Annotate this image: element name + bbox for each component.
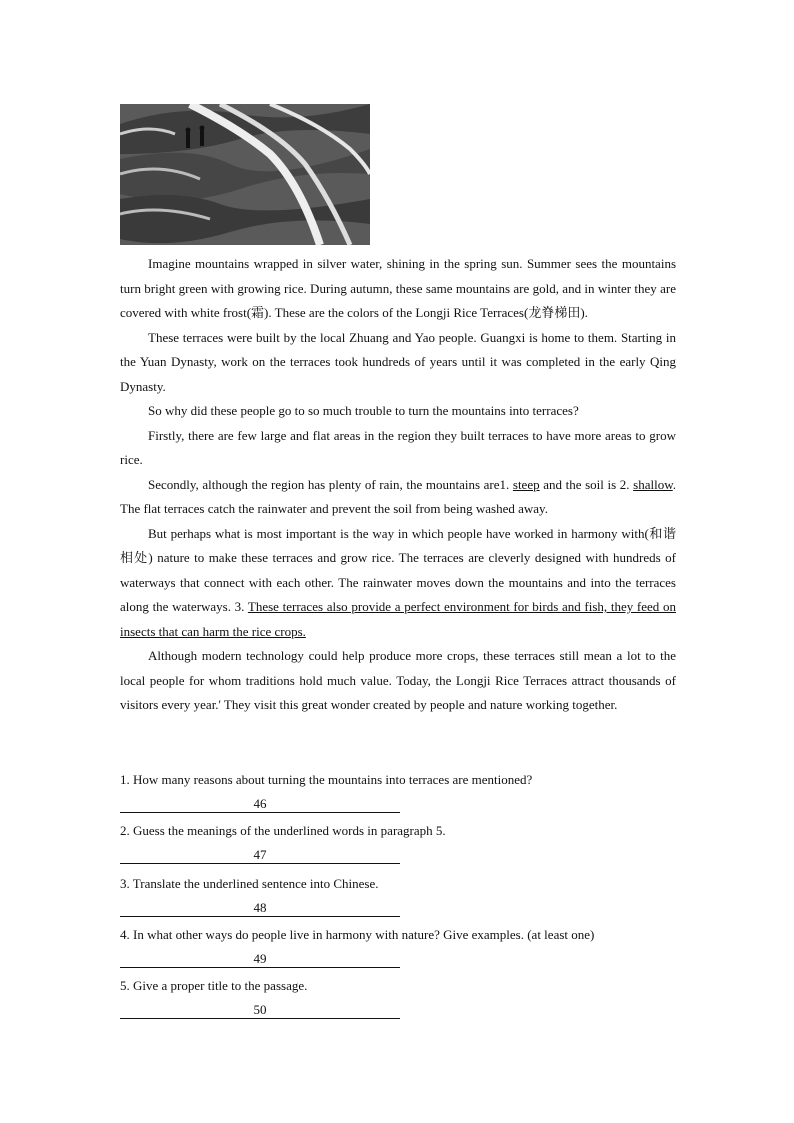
answer-blank-49[interactable]: 49 bbox=[120, 951, 400, 968]
paragraph-5 bbox=[120, 473, 676, 522]
question-3-text: 3. Translate the underlined sentence into Chinese. bbox=[120, 876, 379, 891]
paragraph-4: Firstly, there are few large and flat areas in the region they built terraces to have more areas to grow rice. bbox=[120, 427, 676, 467]
answer-blank-47[interactable]: 47 bbox=[120, 847, 400, 864]
underlined-word-shallow: shallow bbox=[633, 476, 673, 492]
question-3 bbox=[120, 874, 680, 917]
paragraph-5-part-b: and the soil is 2. bbox=[539, 476, 634, 492]
paragraph-6 bbox=[120, 522, 676, 645]
paragraph-1: Imagine mountains wrapped in silver water, shining in the spring sun. Summer sees the mountains turn bright green with growing rice. During autumn, these same mountains are gold, and in winter they are covered with white frost(霜). These are the colors of the Longji Rice Terraces(龙脊梯田). bbox=[120, 256, 676, 320]
question-5-text: 5. Give a proper title to the passage. bbox=[120, 978, 308, 993]
answer-blank-48[interactable]: 48 bbox=[120, 900, 400, 917]
paragraph-6-part-a: But perhaps what is most important is the way in which people have worked in harmony with(和谐相处) nature to make these terraces and grow rice. The terraces are cleverly designed with hundreds of waterways that connect with each other. The rainwater moves down the mountains and into the terraces along the waterways. 3. bbox=[120, 525, 676, 614]
answer-blank-50[interactable]: 50 bbox=[120, 1002, 400, 1019]
question-5 bbox=[120, 976, 680, 1019]
question-4-text: 4. In what other ways do people live in harmony with nature? Give examples. (at least one) bbox=[120, 927, 595, 942]
question-4 bbox=[120, 925, 680, 968]
passage bbox=[120, 252, 676, 718]
underlined-word-steep: steep bbox=[512, 476, 540, 492]
answer-blank-46[interactable]: 46 bbox=[120, 796, 400, 813]
rice-terraces-illustration bbox=[120, 104, 370, 245]
question-1-text: 1. How many reasons about turning the mountains into terraces are mentioned? bbox=[120, 772, 533, 787]
question-1 bbox=[120, 770, 680, 813]
paragraph-5-part-c: . The flat terraces catch the rainwater and prevent the soil from being washed away. bbox=[120, 476, 676, 516]
underlined-sentence: These terraces also provide a perfect environment for birds and fish, they feed on insects that can harm the rice crops. bbox=[120, 599, 676, 639]
paragraph-2: These terraces were built by the local Zhuang and Yao people. Guangxi is home to them. Starting in the Yuan Dynasty, work on the terraces took hundreds of years until it was completed in the early Qing Dynasty. bbox=[120, 329, 676, 394]
question-2-text: 2. Guess the meanings of the underlined words in paragraph 5. bbox=[120, 823, 446, 838]
paragraph-3: So why did these people go to so much trouble to turn the mountains into terraces? bbox=[148, 403, 579, 418]
question-2 bbox=[120, 821, 680, 864]
rice-terraces-photo bbox=[120, 104, 370, 245]
paragraph-7: Although modern technology could help produce more crops, these terraces still mean a lot to the local people for whom traditions hold much value. Today, the Longji Rice Terraces attract thousands of visitors every year.' They visit this great wonder created by people and nature working together. bbox=[120, 648, 676, 712]
paragraph-5-part-a: Secondly, although the region has plenty of rain, the mountains are1. bbox=[148, 476, 513, 492]
